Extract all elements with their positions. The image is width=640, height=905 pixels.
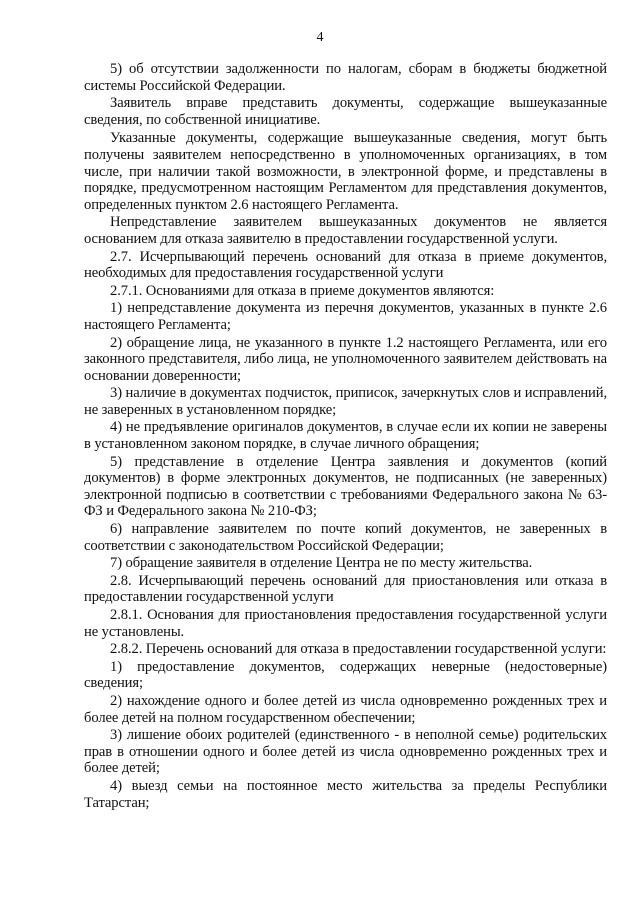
section-2-8-heading: 2.8. Исчерпывающий перечень оснований для приостановления или отказа в предоставлении государственной услуги — [84, 572, 607, 606]
list-item-denial-2: 2) нахождение одного и более детей из числа одновременно рожденных трех и более детей на полном государственном обеспечении; — [84, 692, 607, 726]
page-number: 4 — [316, 30, 324, 45]
paragraph-own-initiative: Заявитель вправе представить документы, содержащие вышеуказанные сведения, по собственной инициативе. — [84, 95, 607, 128]
list-item-refusal-4: 4) не предъявление оригиналов документов, в случае если их копии не заверены в установленном законом порядке, в случае личного обращения; — [84, 419, 607, 453]
section-2-7-heading: 2.7. Исчерпывающий перечень оснований для отказа в приеме документов, необходимых для предоставления государственной услуги — [84, 248, 607, 282]
section-2-7-1: 2.7.1. Основаниями для отказа в приеме документов являются: — [110, 282, 495, 299]
list-item-refusal-7: 7) обращение заявителя в отделение Центра не по месту жительства. — [110, 555, 533, 572]
list-item-denial-3: 3) лишение обоих родителей (единственного - в неполной семье) родительских прав в отношении одного и более детей из числа одновременно рожденных трех и более детей; — [84, 727, 607, 777]
list-item-refusal-3: 3) наличие в документах подчисток, приписок, зачеркнутых слов и исправлений, не заверенных в установленном порядке; — [84, 385, 607, 418]
list-item-refusal-5: 5) представление в отделение Центра заявления и документов (копий документов) в форме электронных документов, не подписанных (не заверенных) электронной подписью в соответствии с требованиями Федерального закона № 63-ФЗ и Федерального закона № 210-ФЗ; — [84, 453, 607, 520]
list-item-refusal-2: 2) обращение лица, не указанного в пункте 1.2 настоящего Регламента, или его законного представителя, либо лица, не уполномоченного заявителем действовать на основании доверенности; — [84, 334, 607, 384]
paragraph-non-submission: Непредставление заявителем вышеуказанных документов не является основанием для отказа заявителю в предоставлении государственной услуги. — [84, 214, 607, 247]
paragraph-tax-debt: 5) об отсутствии задолженности по налогам, сборам в бюджеты бюджетной системы Российской Федерации. — [84, 61, 607, 94]
list-item-refusal-6: 6) направление заявителем по почте копий документов, не заверенных в соответствии с законодательством Российской Федерации; — [84, 521, 607, 554]
list-item-denial-4: 4) выезд семьи на постоянное место жительства за пределы Республики Татарстан; — [84, 777, 607, 811]
section-2-8-1: 2.8.1. Основания для приостановления предоставления государственной услуги не установлены. — [84, 607, 607, 640]
paragraph-documents-obtainable: Указанные документы, содержащие вышеуказанные сведения, могут быть получены заявителем непосредственно в уполномоченных организациях, в том числе, при наличии такой возможности, в электронной форме, и представлены в порядке, предусмотренном настоящим Регламентом для представления документов, определенных пунктом 2.6 настоящего Регламента. — [84, 130, 607, 213]
list-item-refusal-1: 1) непредставление документа из перечня документов, указанных в пункте 2.6 настоящего Регламента; — [84, 300, 607, 333]
list-item-denial-1: 1) предоставление документов, содержащих неверные (недостоверные) сведения; — [84, 658, 607, 692]
document-body — [84, 61, 607, 812]
section-2-8-2: 2.8.2. Перечень оснований для отказа в предоставлении государственной услуги: — [110, 641, 607, 658]
